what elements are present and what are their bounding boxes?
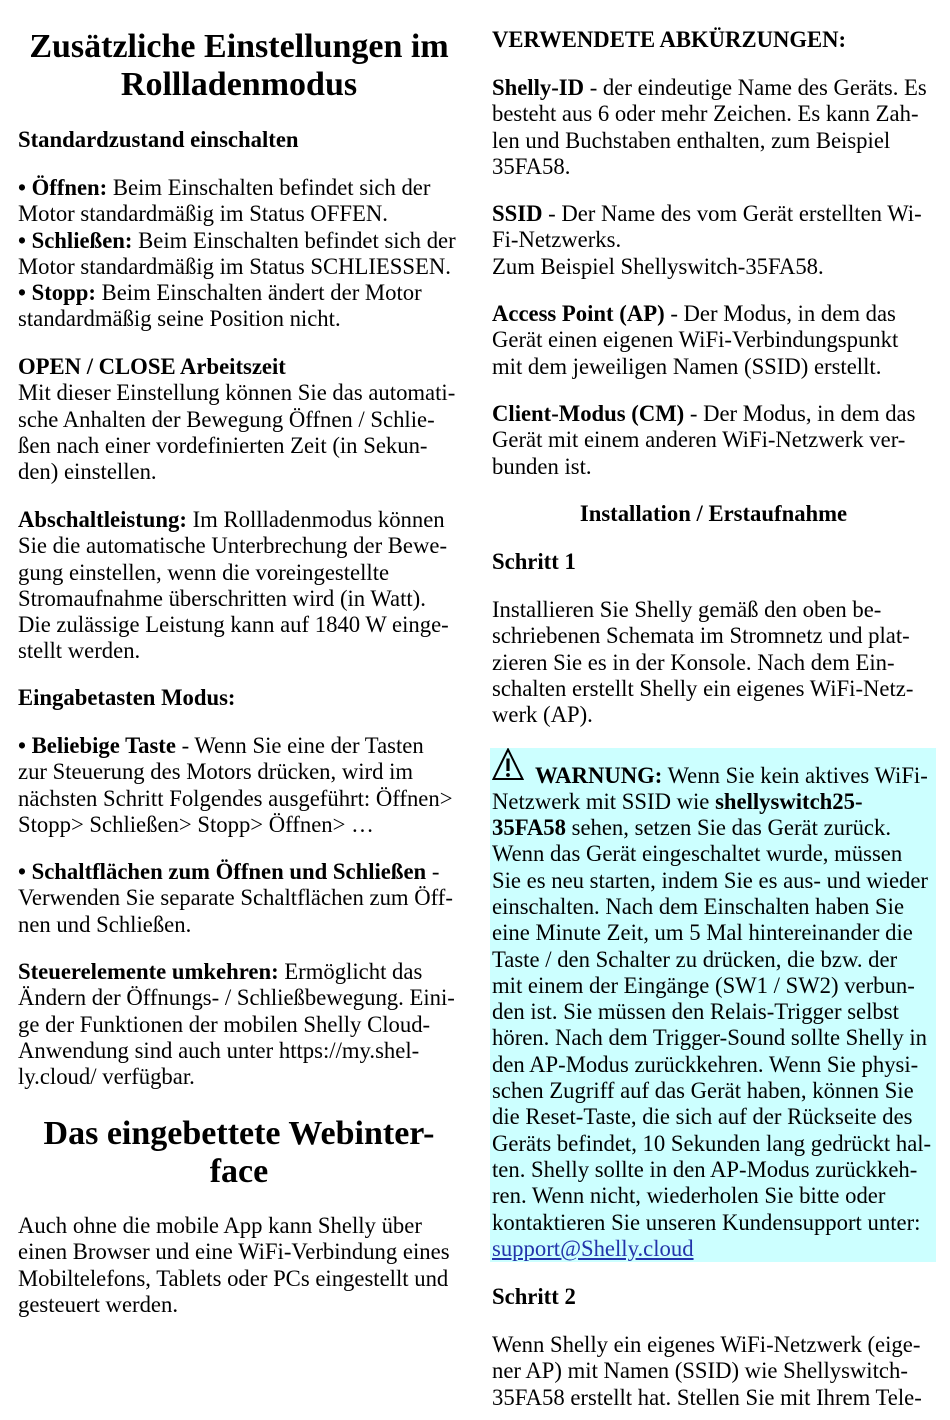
option-line [18, 733, 460, 759]
text-line: nächsten Schritt Folgendes ausgeführt: Öffnen> [18, 785, 453, 811]
installation-heading: Installation / Erstaufnahme [579, 501, 848, 526]
abbreviation-ssid [492, 201, 935, 280]
abbreviations-heading: VERWENDETE ABKÜRZUNGEN: [492, 27, 847, 52]
option-text: Beim Einschalten befindet sich der [112, 175, 431, 200]
definition-line [492, 401, 935, 427]
option-text: - Wenn Sie eine der Tasten [181, 733, 424, 758]
text-line: den ist. Sie müssen den Relais-Trigger selbst [492, 999, 899, 1025]
text-line: besteht aus 6 oder mehr Zeichen. Es kann Zah- [492, 101, 919, 127]
option-label: • Öffnen: [18, 175, 108, 200]
abbreviation-access-point [492, 301, 935, 380]
option-label: • Schaltflächen zum Öffnen und Schließen [18, 859, 427, 884]
text-line: zur Steuerung des Motors drücken, wird im [18, 759, 414, 785]
title-line: face [209, 1153, 269, 1190]
input-mode-option-any-button [18, 733, 460, 838]
text-line: ner AP) mit Namen (SSID) wie Shellyswitch- [492, 1358, 908, 1384]
text-line: den AP-Modus zurückkehren. Wenn Sie physi- [492, 1051, 919, 1077]
reverse-controls-section [18, 959, 460, 1090]
abbreviation-term: Client-Modus (CM) [492, 401, 685, 426]
text-line: Anwendung sind auch unter https://my.shel- [18, 1037, 420, 1063]
text-line: ßen nach einer vordefinierten Zeit (in Sekun- [18, 432, 428, 458]
text-line: Wenn Shelly ein eigenes WiFi-Netzwerk (eige- [492, 1332, 921, 1357]
option-text: Beim Einschalten befindet sich der [138, 227, 456, 253]
text-line: sche Anhalten der Bewegung Öffnen / Schlie- [18, 406, 435, 432]
text-line: Taste / den Schalter zu drücken, die bzw. der [492, 946, 898, 972]
text-line: Motor standardmäßig im Status SCHLIESSEN. [18, 253, 451, 279]
text-line: gung einstellen, wenn die voreingestellte [18, 559, 390, 585]
definition-text: - der eindeutige Name des Geräts. Es [589, 75, 927, 100]
text-line: mit dem jeweiligen Namen (SSID) erstellt. [492, 353, 882, 379]
title-line: Zusätzliche Einstellungen im [29, 28, 449, 65]
support-email-link[interactable]: support@Shelly.cloud [492, 1235, 694, 1261]
working-time-section [18, 354, 460, 485]
text-line: gesteuert werden. [18, 1291, 178, 1317]
text-line: len und Buchstaben enthalten, zum Beispiel [492, 127, 891, 153]
option-text: Ermöglicht das [284, 959, 423, 984]
title-line: Das eingebettete Webinter- [43, 1115, 435, 1152]
step-2-paragraph [492, 1332, 935, 1411]
definition-line [492, 301, 935, 327]
ssid-example: shellyswitch25- [715, 788, 863, 814]
text-line: zieren Sie es in der Konsole. Nach dem Ein- [492, 649, 895, 675]
option-line [18, 280, 460, 306]
step-2-heading: Schritt 2 [492, 1284, 576, 1309]
abbreviation-term: Access Point (AP) [492, 301, 665, 326]
text-line: Fi-Netzwerks. [492, 227, 622, 253]
text-line: einen Browser und eine WiFi-Verbindung eines [18, 1239, 450, 1265]
power-limit-label: Abschaltleistung: [18, 507, 187, 532]
text-line: Gerät einen eigenen WiFi-Verbindungspunkt [492, 327, 899, 353]
text-line: 35FA58 erstellt hat. Stellen Sie mit Ihrem Tele- [492, 1384, 922, 1410]
option-label: • Beliebige Taste [18, 733, 176, 758]
web-interface-paragraph [18, 1213, 460, 1318]
text-line: Auch ohne die mobile App kann Shelly über [18, 1213, 422, 1238]
warning-line [492, 815, 936, 841]
text-line: Motor standardmäßig im Status OFFEN. [18, 201, 388, 227]
power-on-default-options [18, 175, 460, 333]
text-line: ge der Funktionen der mobilen Shelly Cloud- [18, 1011, 431, 1037]
text-line: nen und Schließen. [18, 911, 192, 937]
abbreviation-term: SSID [492, 201, 543, 226]
text-line: Wenn das Gerät eingeschaltet wurde, müssen [492, 841, 903, 867]
text-line: schalten erstellt Shelly ein eigenes WiFi-Netz- [492, 675, 914, 701]
step-1-heading: Schritt 1 [492, 549, 576, 574]
text-line: die Reset-Taste, die sich auf der Rückseite des [492, 1104, 913, 1130]
text-line: Mit dieser Einstellung können Sie das automati- [18, 380, 456, 406]
warning-text: sehen, setzen Sie das Gerät zurück. [571, 815, 891, 841]
text-line: ly.cloud/ verfügbar. [18, 1064, 195, 1090]
text-line: Installieren Sie Shelly gemäß den oben be- [492, 597, 882, 622]
warning-box [490, 748, 936, 1262]
ssid-example: 35FA58 [492, 815, 566, 841]
power-limit-section [18, 507, 460, 665]
option-line [18, 959, 460, 985]
text-line: standardmäßig seine Position nicht. [18, 306, 341, 332]
reverse-controls-label: Steuerelemente umkehren: [18, 959, 279, 984]
option-label: • Schließen: [18, 227, 133, 253]
option-line [18, 507, 460, 533]
text-line: Stromaufnahme überschritten wird (in Watt). [18, 585, 426, 611]
text-line: stellt werden. [18, 638, 141, 664]
warning-text: Netzwerk mit SSID wie [492, 788, 710, 814]
input-mode-option-separate-buttons [18, 859, 460, 938]
text-line: mit einem der Eingänge (SW1 / SW2) verbun- [492, 972, 915, 998]
text-line: einschalten. Nach dem Einschalten haben Sie [492, 893, 905, 919]
text-line: Die zulässige Leistung kann auf 1840 W einge- [18, 612, 449, 638]
text-line: kontaktieren Sie unseren Kundensupport unter: [492, 1209, 921, 1235]
definition-line [492, 75, 935, 101]
option-label: • Stopp: [18, 280, 96, 306]
title-line: Rollladenmodus [120, 66, 358, 103]
abbreviation-term: Shelly-ID [492, 75, 585, 100]
text-line: Sie es neu starten, indem Sie es aus- und wieder [492, 867, 928, 893]
text-line: werk (AP). [492, 702, 593, 728]
option-text: Beim Einschalten ändert der Motor [101, 280, 422, 306]
definition-text: - Der Modus, in dem das [670, 301, 896, 326]
text-line: Sie die automatische Unterbrechung der Bewe- [18, 533, 448, 559]
warning-line [492, 789, 936, 815]
text-line: eine Minute Zeit, um 5 Mal hintereinander die [492, 920, 913, 946]
warning-label: WARNUNG: [535, 762, 663, 788]
left-column [18, 0, 460, 1420]
text-line: Mobiltelefons, Tablets oder PCs eingestellt und [18, 1265, 449, 1291]
text-line: Zum Beispiel Shellyswitch-35FA58. [492, 253, 824, 279]
option-text: Im Rollladenmodus können [192, 507, 445, 532]
text-line: Stopp> Schließen> Stopp> Öffnen> … [18, 811, 374, 837]
working-time-heading: OPEN / CLOSE Arbeitszeit [18, 354, 286, 379]
step-1-paragraph [492, 597, 935, 728]
text-line: Geräts befindet, 10 Sekunden lang gedrückt hal- [492, 1130, 932, 1156]
input-mode-heading: Eingabetasten Modus: [18, 685, 236, 710]
option-line [18, 175, 460, 201]
section-title-web-interface [18, 1115, 460, 1191]
text-line: hören. Nach dem Trigger-Sound sollte Shelly in [492, 1025, 927, 1051]
text-line: schriebenen Schemata im Stromnetz und plat- [492, 623, 910, 649]
right-column [492, 0, 935, 1420]
definition-line [492, 201, 935, 227]
option-line [18, 228, 460, 254]
option-text: - [431, 859, 440, 884]
text-line: 35FA58. [492, 153, 571, 179]
text-line: Ändern der Öffnungs- / Schließbewegung. Eini- [18, 985, 455, 1011]
text-line: schen Zugriff auf das Gerät haben, können Sie [492, 1078, 914, 1104]
text-line: Gerät mit einem anderen WiFi-Netzwerk ver- [492, 427, 906, 453]
text-line: ren. Wenn nicht, wiederholen Sie bitte oder [492, 1183, 886, 1209]
option-line [18, 859, 460, 885]
definition-text: - Der Modus, in dem das [689, 401, 916, 426]
support-line [492, 1236, 936, 1262]
section-title-roller-settings [18, 28, 460, 104]
text-line: ten. Shelly sollte in den AP-Modus zurückkeh- [492, 1156, 918, 1182]
warning-line [492, 763, 936, 789]
warning-triangle-icon [492, 748, 524, 781]
abbreviation-client-mode [492, 401, 935, 480]
abbreviation-shelly-id [492, 75, 935, 180]
power-on-default-heading: Standardzustand einschalten [18, 127, 299, 152]
text-line: Verwenden Sie separate Schaltflächen zum Öff- [18, 885, 453, 911]
text-line: den) einstellen. [18, 459, 157, 485]
text-line: bunden ist. [492, 453, 592, 479]
definition-text: - Der Name des vom Gerät erstellten Wi- [548, 201, 922, 226]
warning-text: Wenn Sie kein aktives WiFi- [667, 762, 928, 788]
